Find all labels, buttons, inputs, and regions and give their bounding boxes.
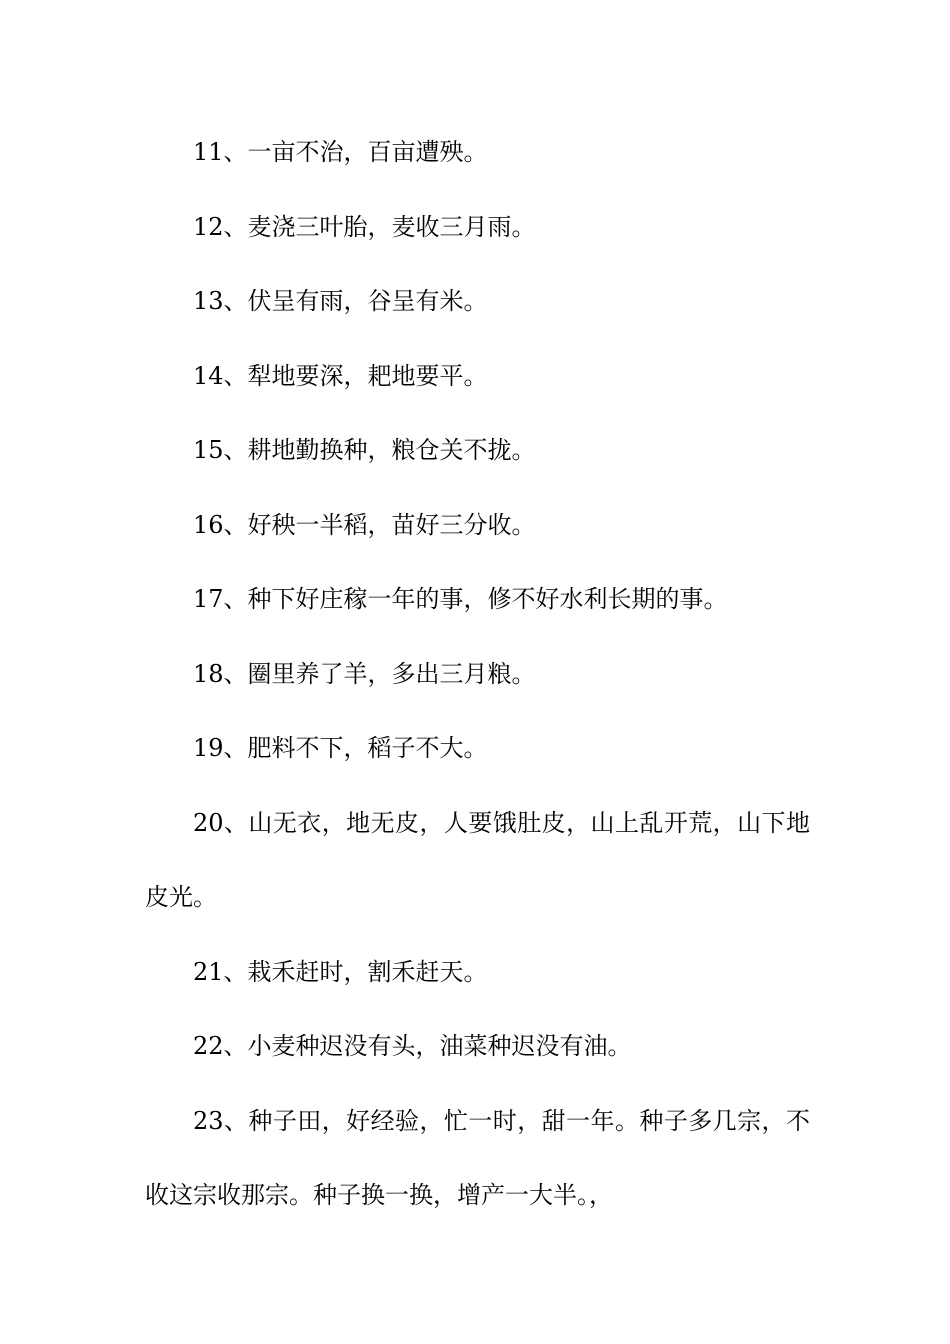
paragraph-14: 14、犁地要深，耙地要平。: [193, 362, 488, 390]
paragraph-20: 20、山无衣，地无皮，人要饿肚皮，山上乱开荒，山下地皮光。: [145, 809, 810, 911]
paragraph-21: 21、栽禾赶时，割禾赶天。: [193, 958, 488, 986]
paragraph-13: 13、伏呈有雨，谷呈有米。: [193, 287, 488, 315]
paragraph-17: 17、种下好庄稼一年的事，修不好水利长期的事。: [193, 585, 728, 613]
paragraph-15: 15、耕地勤换种，粮仓关不拢。: [193, 436, 536, 464]
paragraph-12: 12、麦浇三叶胎，麦收三月雨。: [193, 213, 536, 241]
paragraph-23: 23、种子田，好经验，忙一时，甜一年。种子多几宗，不收这宗收那宗。种子换一换，增产一大半。，: [145, 1107, 810, 1209]
paragraph-18: 18、圈里养了羊，多出三月粮。: [193, 660, 536, 688]
paragraph-22: 22、小麦种迟没有头，油菜种迟没有油。: [193, 1032, 632, 1060]
paragraph-19: 19、肥料不下，稻子不大。: [193, 734, 488, 762]
paragraph-11: 11、一亩不治，百亩遭殃。: [193, 138, 488, 166]
paragraph-16: 16、好秧一半稻，苗好三分收。: [193, 511, 536, 539]
